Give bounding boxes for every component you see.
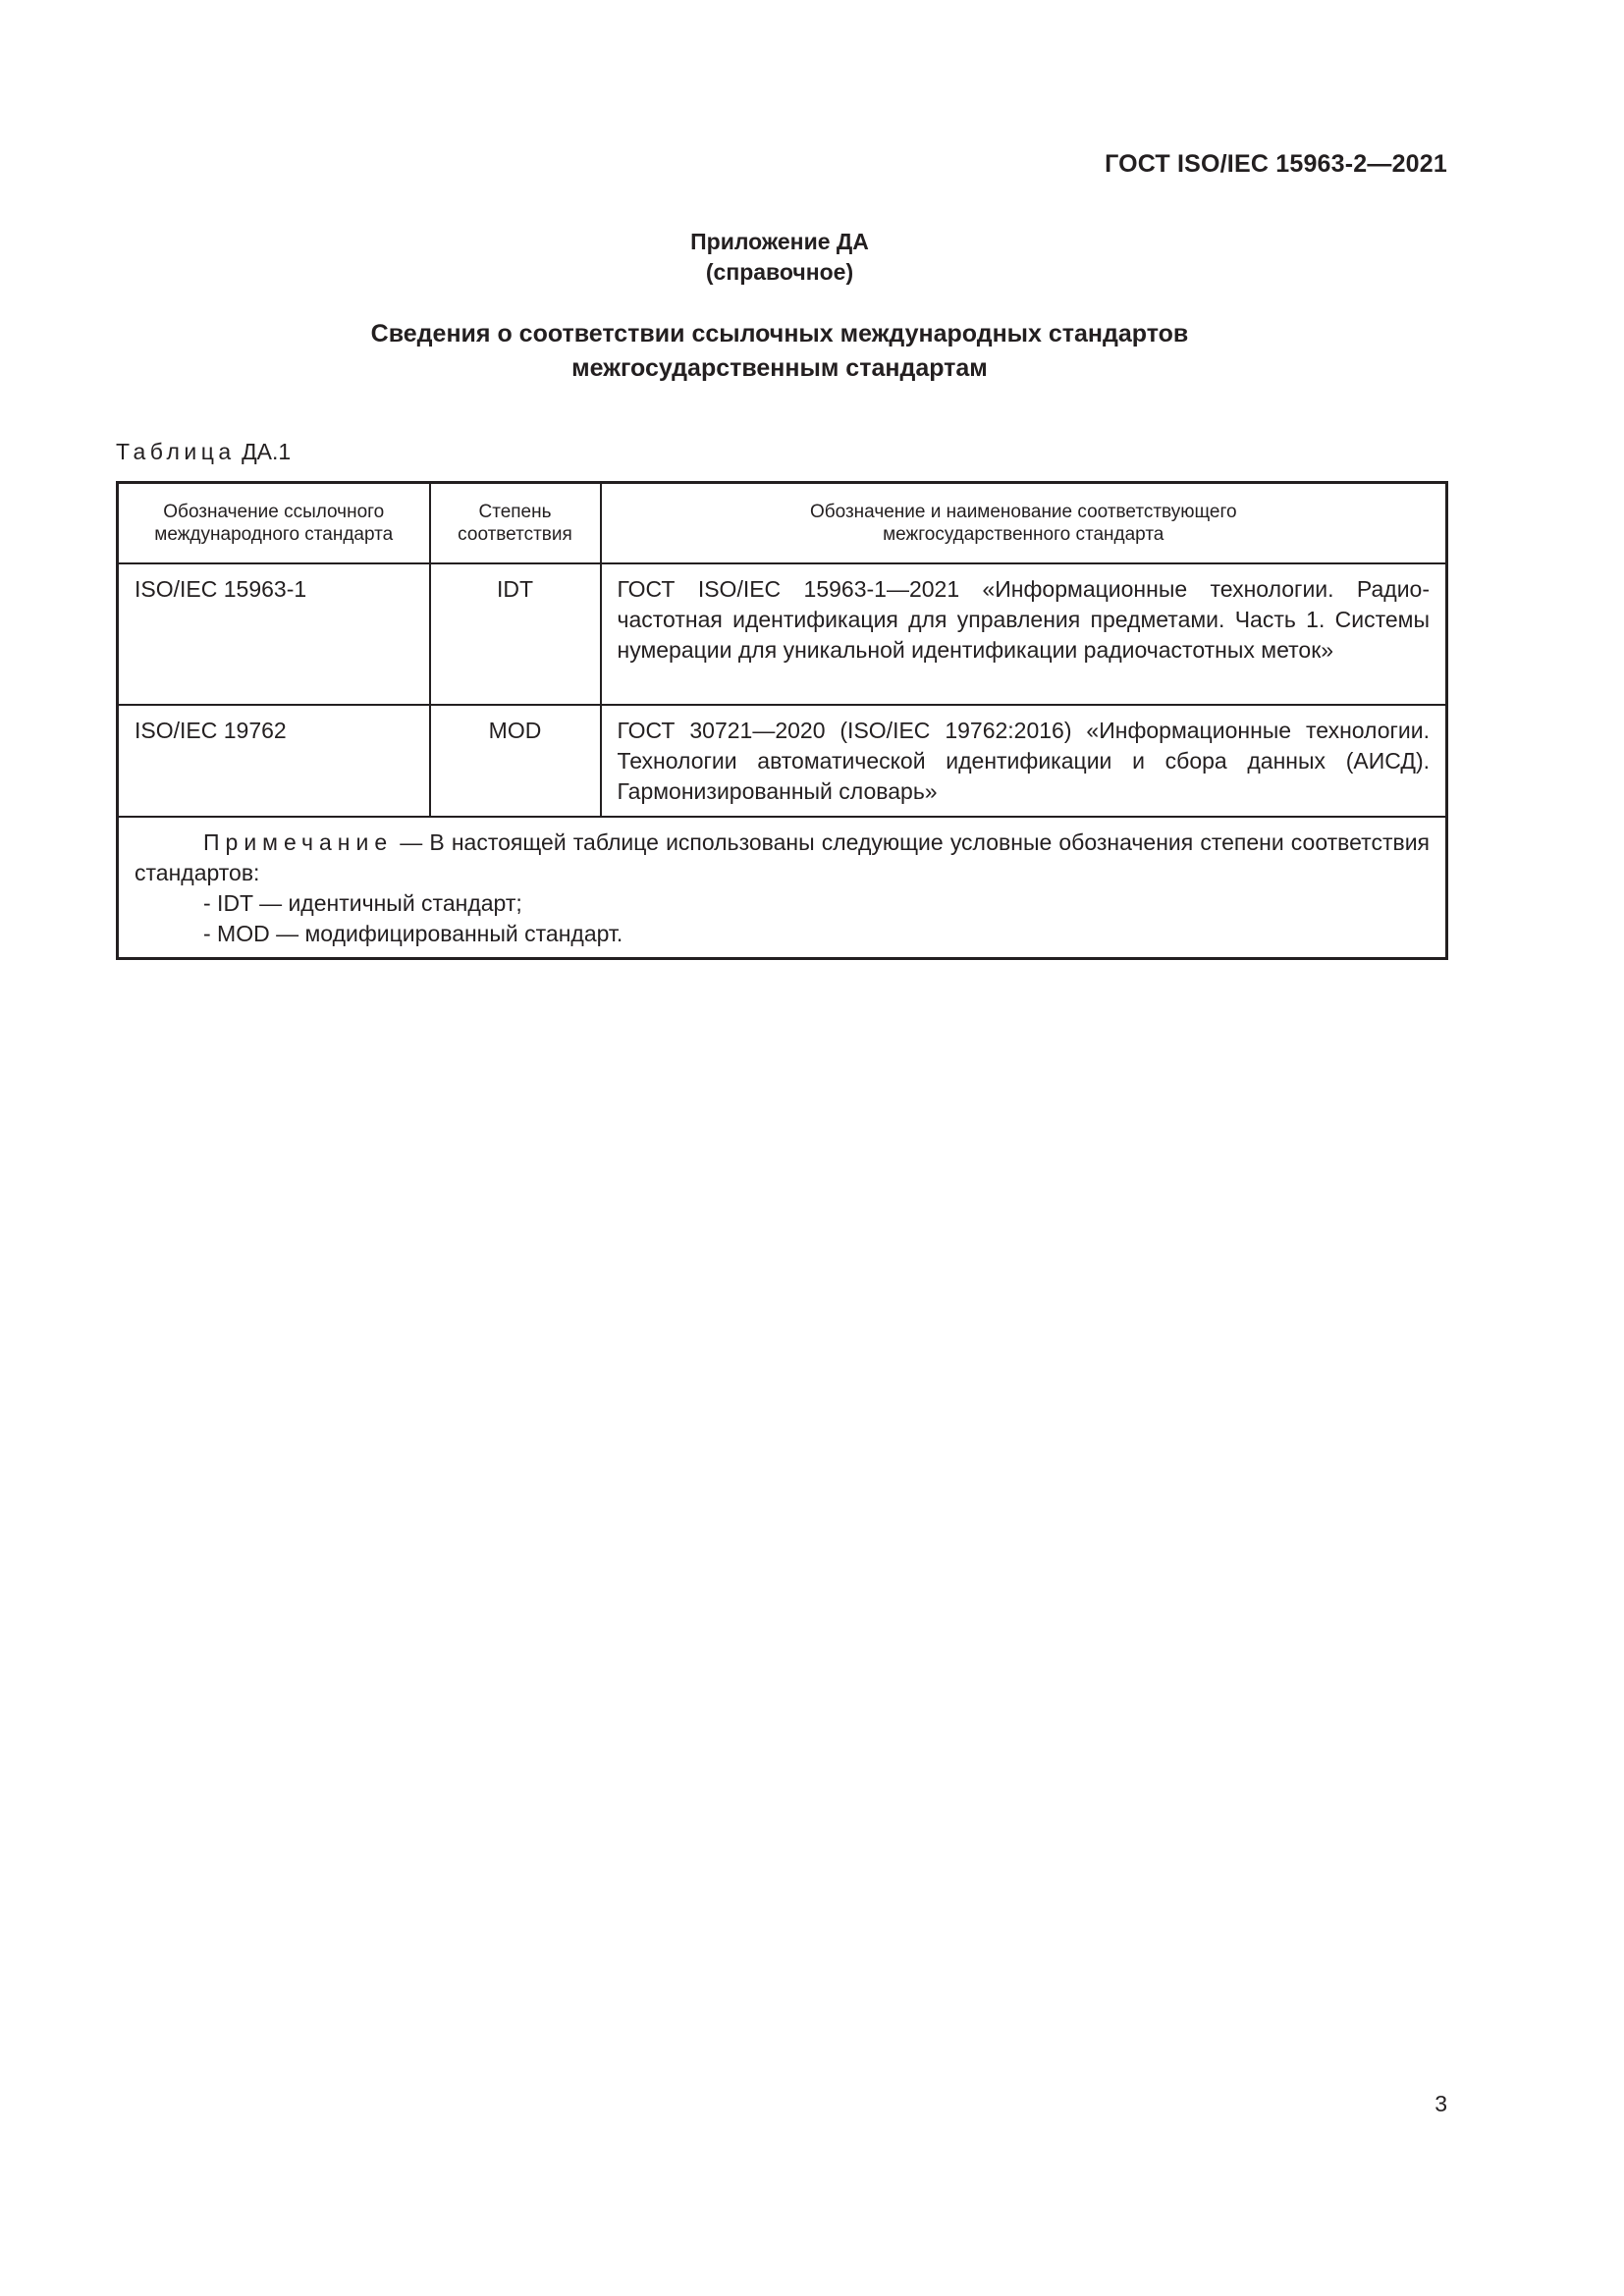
page-number: 3 bbox=[1435, 2091, 1447, 2116]
note-item-mod: - MOD — модифицированный стандарт. bbox=[203, 921, 623, 946]
note-label: Примечание bbox=[203, 829, 394, 855]
cell-interstate-standard: ГОСТ 30721—2020 (ISO/IEC 19762:2016) «Информационные технологии. Технологии автоматической идентификации и сбора данных (АИСД). Гармонизированный словарь» bbox=[601, 705, 1447, 817]
note-text bbox=[135, 828, 1430, 888]
header-designation: Обозначение ссылочного международного стандарта bbox=[118, 483, 430, 564]
note-item-idt: - IDT — идентичный стандарт; bbox=[203, 890, 522, 916]
annex-title-line-2: межгосударственным стандартам bbox=[571, 354, 988, 382]
annex-title bbox=[0, 317, 1559, 386]
note-body: — В настоящей таблице использованы следующие условные обозначения степени соответствия стандартов: bbox=[135, 829, 1430, 885]
annex-kind: (справочное) bbox=[705, 259, 854, 285]
document-code: ГОСТ ISO/IEC 15963-2—2021 bbox=[1105, 150, 1447, 178]
cell-degree: MOD bbox=[430, 705, 601, 817]
table-row bbox=[118, 705, 1447, 817]
table-caption bbox=[116, 439, 291, 465]
table-header-row bbox=[118, 483, 1447, 564]
table-caption-number: ДА.1 bbox=[242, 439, 292, 464]
table-note bbox=[118, 817, 1447, 959]
cell-designation: ISO/IEC 15963-1 bbox=[118, 563, 430, 705]
annex-title-line-1: Сведения о соответствии ссылочных международных стандартов bbox=[370, 320, 1189, 347]
table-row bbox=[118, 563, 1447, 705]
header-interstate-standard: Обозначение и наименование соответствующего межгосударственного стандарта bbox=[601, 483, 1447, 564]
annex-label: Приложение ДА bbox=[690, 229, 869, 254]
header-degree: Степень соответствия bbox=[430, 483, 601, 564]
cell-designation: ISO/IEC 19762 bbox=[118, 705, 430, 817]
cell-interstate-standard: ГОСТ ISO/IEC 15963-1—2021 «Информационные технологии. Радиочастотная идентификация для управления предметами. Часть 1. Системы нумерации для уникальной идентификации радиочастотных меток» bbox=[601, 563, 1447, 705]
correspondence-table bbox=[116, 481, 1448, 960]
table-caption-label: Таблица bbox=[116, 439, 236, 464]
table-note-row bbox=[118, 817, 1447, 959]
cell-degree: IDT bbox=[430, 563, 601, 705]
annex-heading bbox=[0, 227, 1559, 288]
